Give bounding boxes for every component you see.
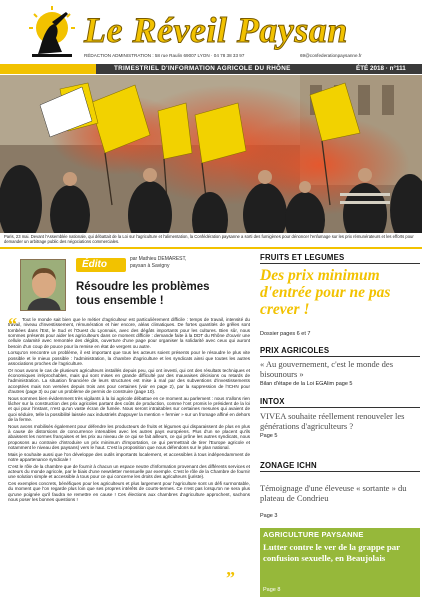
editorial-author: par Mathieu DEMAREST, paysan à Savigny	[130, 256, 187, 269]
prix-headline: « Au gouvernement, c'est le monde des bisounours »	[260, 359, 394, 379]
farmer-logo-icon	[26, 4, 78, 62]
edito-badge: Édito	[76, 258, 126, 272]
protest-photo	[0, 75, 422, 233]
publication-subtitle: TRIMESTRIEL D'INFORMATION AGRICOLE DU RHÔNE	[114, 65, 291, 72]
editorial-body: Tout le monde sait bien que le métier d'agriculteur est particulièrement difficile : temps de travail, intensité du travail, niveau d'investissement, rémunération et hier encore, aléas climatiques. De fortes quantités de grêles sont tombées dans l'Est, le Sud et l'Ouest du Lyonnais, avec des dégâts importants pour les cultures. Bien sûr, nous sommes présents pour aider les agriculteurs dans ce moment difficile : demande faite à la DDT du Rhône d'ouvrir une cellule calamité avec remontée des dégâts, ouverture d'une page pour organiser la solidarité avec ceux qui auront besoin d'un coup de pouce pour la remise en état de vergers ou autre. Lorsqu'on rencontre un problème, il est important que tous les acteurs soient présents pour le résoudre le plus vite possible et le mieux possible : l'administration, la chambre d'agriculture et les syndicats ainsi que toutes les autres associations proches de l'agriculture. Or nous avons le cas de plusieurs agriculteurs installés depuis peu, qui ont investi, qui ont des résultats techniques et économiques irréprochables, mais qui sont mises en grande difficulté par des mauvaises décisions ou retards de l'administration. La situation financière de leurs structures est mise à mal par des subventions d'investissements acceptées mais non versées depuis trois ans pour certaines (voir en page 2), par la suppression de l'ICHN pour d'autres (page 3) ou par un problème de permis de construire (page 10). Nous sommes bien évidemment très vigilants à la loi agricole débattue en ce moment au parlement : nous n'allons rien lâcher sur la construction des prix agricoles partant des coûts de production, comme l'ont promis le président de la loi et qui pour l'instant, n'est qu'un vaste écran de fumée. Nous seront intraitables sur certaines mesures qui avaient de quoi séduire, telle la possibilité laissée aux industriels d'appuyer la mention « fermier » sur un fromage affiné en dehors de la ferme. Nous avons mobilisés également pour défendre les producteurs de fruits et légumes qui disparaissent de plus en plus à cause de distorsions de concurrence intenables avec les autres pays européens. Plus d'un se placent qu'ils abaissent les normes françaises et les prix au niveau de ce qui se fait ailleurs, ce qui prône les autres syndicats, nous proposons au contraire d'introduire un prix minimum d'importation, ce qui permettrait de tirer l'Europe agricole et notamment le niveau des paysans) vers le haut. C'est la proposition que nous défendons sur le plan national. Mais je souhaite aussi que l'on développe des outils importants localement, et accessibles à tous indépendamment de notre appartenance syndicale ! C'est le rôle de la chambre que de fournir à chacun un espace neutre d'information provenant des différents services et acteurs du monde agricole, par le biais d'une newsletter mensuelle par exemple. C'est le rôle de la Chambre de fournir une solution simple et accessible à tous pour ce qui concerne les droits des agriculteurs (juriste). Ces exemples concrets, bénéfiques pour les agriculteurs et plus largement pour l'agriculture sont un défi surmontable, du moment que l'on regarde plus loin que ses propres intérêts de courts-termes. Ce n'est pas lorsqu'on ne sera plus qu'une poignée qu'il faudra se remettre en cause ! Ces élections aux chambres d'agriculture approchent, sachons nous poser les bonnes questions !	[8, 317, 250, 503]
close-quote-icon: ”	[226, 568, 235, 588]
prix-page-ref: Bilan d'étape de la Loi EGAlim page 5	[260, 381, 353, 387]
agriculture-headline: Lutter contre le ver de la grappe par confusion sexuelle, en Beaujolais	[263, 542, 400, 563]
newspaper-title: Le Réveil Paysan	[84, 10, 348, 50]
photo-caption: Paris, 23 mai. Devant l'Assemblée nationale, qui débattait de la Loi sur l'agriculture et l'alimentation, la Confédération paysanne a sorti des fumigènes pour dénoncer l'enfumage sur les prix rémunérateurs et les efforts pour demander un arbitrage public des négociations commerciales.	[4, 234, 414, 245]
author-portrait	[20, 259, 66, 311]
intox-page-ref: Page 5	[260, 433, 278, 439]
open-quote-icon: “	[8, 314, 17, 334]
intox-headline: VIVEA souhaite réellement renouveler les générations d'agriculteurs ?	[260, 411, 405, 431]
summary-sidebar	[260, 251, 420, 597]
section-title-agriculture: AGRICULTURE PAYSANNE	[263, 530, 364, 539]
ichn-headline: Témoignage d'une éleveuse « sortante » du plateau de Condrieu	[260, 483, 407, 503]
section-title-fruits: FRUITS ET LEGUMES	[260, 253, 345, 262]
header-bar-accent	[0, 64, 96, 74]
contact-email: 69@confederationpaysanne.fr	[300, 53, 362, 58]
section-divider	[260, 263, 420, 264]
issue-number: ÉTÉ 2018 · n°111	[356, 65, 406, 72]
section-title-intox: INTOX	[260, 397, 285, 406]
ichn-page-ref: Page 3	[260, 513, 278, 519]
redaction-address: RÉDACTION ADMINISTRATION : 58 rue Raulin 69007 LYON · 04 78 38 33 97	[84, 53, 245, 58]
section-rule	[0, 247, 422, 249]
fruits-headline: Des prix minimum d'entrée pour ne pas crever !	[260, 267, 391, 318]
editorial-headline: Résoudre les problèmes tous ensemble !	[76, 281, 210, 307]
section-title-prix: PRIX AGRICOLES	[260, 346, 330, 355]
editorial-column	[4, 251, 252, 597]
section-divider	[260, 356, 420, 357]
section-divider	[260, 407, 420, 408]
section-title-ichn: ZONAGE ICHN	[260, 461, 317, 470]
section-divider	[260, 471, 420, 472]
fruits-page-ref: Dossier pages 6 et 7	[260, 331, 311, 337]
agriculture-page-ref: Page 8	[263, 587, 281, 593]
agriculture-paysanne-box	[260, 528, 420, 597]
masthead	[0, 0, 422, 72]
